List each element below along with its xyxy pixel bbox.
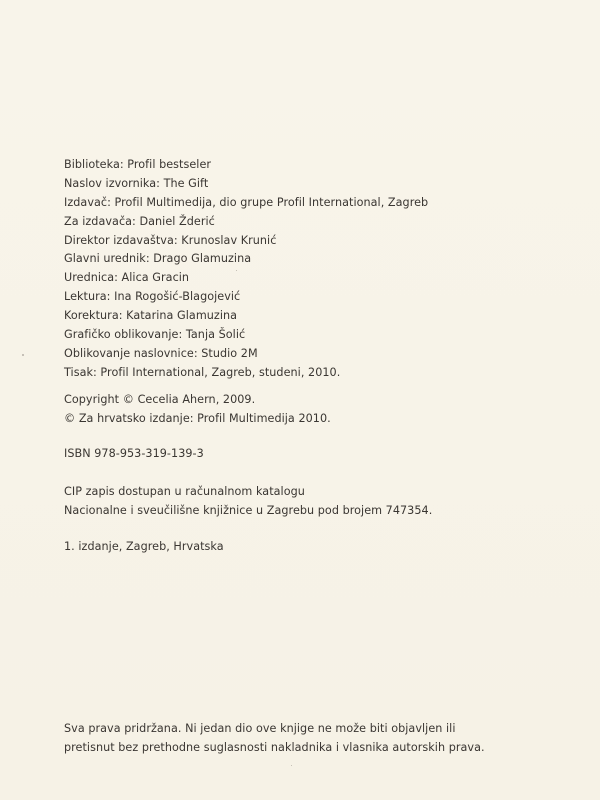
imprint-line-graphic-design: Grafičko oblikovanje: Tanja Šolić (64, 328, 246, 342)
imprint-line-original-title: Naslov izvornika: The Gift (64, 176, 209, 190)
imprint-line-correction: Korektura: Katarina Glamuzina (64, 309, 238, 323)
cip-line-2: Nacionalne i sveučilišne knjižnice u Zagrebu pod brojem 747354. (64, 503, 433, 517)
copyright-line-edition: © Za hrvatsko izdanje: Profil Multimedija 2010. (64, 411, 331, 425)
edition-block (64, 538, 224, 557)
isbn-block (64, 445, 204, 464)
paper-speck (236, 270, 237, 271)
imprint-block (64, 156, 428, 383)
imprint-line-for-publisher: Za izdavača: Daniel Žderić (64, 214, 215, 228)
imprint-line-publishing-director: Direktor izdavaštva: Krunoslav Krunić (64, 233, 277, 247)
isbn-number: ISBN 978-953-319-139-3 (64, 447, 204, 460)
paper-speck (22, 354, 24, 356)
imprint-line-printing: Tisak: Profil International, Zagreb, studeni, 2010. (64, 365, 341, 379)
cip-line-1: CIP zapis dostupan u računalnom katalogu (64, 485, 305, 498)
rights-notice-block (64, 720, 485, 758)
rights-line-2: pretisnut bez prethodne suglasnosti nakladnika i vlasnika autorskih prava. (64, 740, 485, 754)
imprint-line-editor: Urednica: Alica Gracin (64, 271, 190, 285)
copyright-block (64, 391, 331, 429)
imprint-line-cover-design: Oblikovanje naslovnice: Studio 2M (64, 346, 258, 360)
rights-line-1: Sva prava pridržana. Ni jedan dio ove knjige ne može biti objavljen ili (64, 722, 456, 735)
edition-line: 1. izdanje, Zagreb, Hrvatska (64, 540, 224, 553)
copyright-line-author: Copyright © Cecelia Ahern, 2009. (64, 393, 256, 406)
cip-record-block (64, 483, 432, 521)
imprint-line-publisher: Izdavač: Profil Multimedija, dio grupe Profil International, Zagreb (64, 195, 429, 209)
imprint-line-proofreading: Lektura: Ina Rogošić-Blagojević (64, 290, 241, 304)
imprint-line-library: Biblioteka: Profil bestseler (64, 158, 212, 171)
imprint-line-editor-in-chief: Glavni urednik: Drago Glamuzina (64, 252, 252, 266)
paper-speck (291, 765, 292, 766)
